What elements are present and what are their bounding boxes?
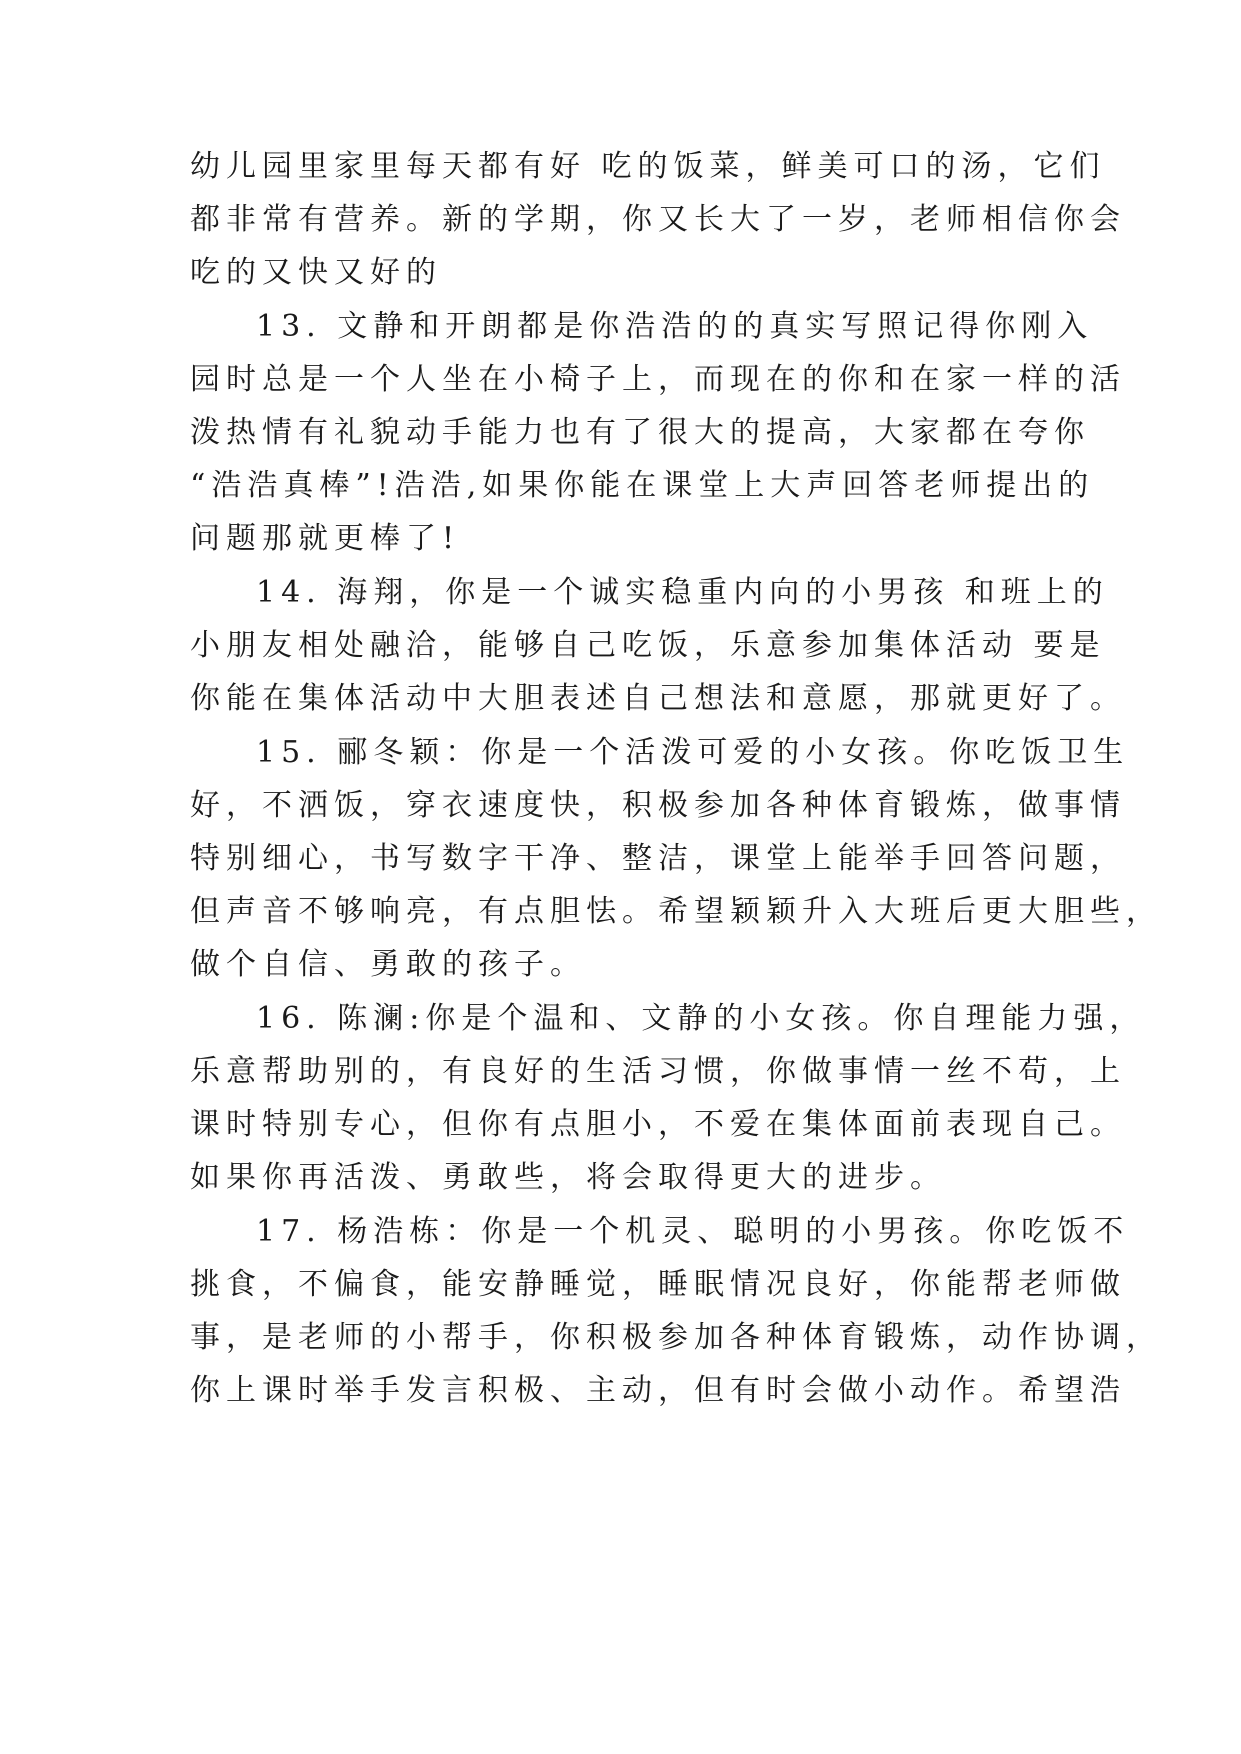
text-line: 泼热情有礼貌动手能力也有了很大的提高，大家都在夸你 xyxy=(190,415,1090,450)
list-item-14-start: 14. 海翔，你是一个诚实稳重内向的小男孩 和班上的 xyxy=(256,575,1109,610)
text-line: 吃的又快又好的 xyxy=(190,255,442,290)
text-line: 事，是老师的小帮手，你积极参加各种体育锻炼，动作协调， xyxy=(190,1320,1162,1355)
text-line: 但声音不够响亮，有点胆怯。希望颖颖升入大班后更大胆些， xyxy=(190,894,1162,929)
list-item-17-start: 17. 杨浩栋：你是一个机灵、聪明的小男孩。你吃饭不 xyxy=(256,1214,1130,1249)
text-line: 都非常有营养。新的学期，你又长大了一岁，老师相信你会 xyxy=(190,202,1126,237)
text-line: 你能在集体活动中大胆表述自己想法和意愿，那就更好了。 xyxy=(190,681,1126,716)
text-line: 园时总是一个人坐在小椅子上，而现在的你和在家一样的活 xyxy=(190,362,1126,397)
text-line: 做个自信、勇敢的孩子。 xyxy=(190,947,586,982)
text-line: 幼儿园里家里每天都有好 吃的饭菜，鲜美可口的汤，它们 xyxy=(190,149,1106,184)
list-item-15-start: 15. 郦冬颖：你是一个活泼可爱的小女孩。你吃饭卫生 xyxy=(256,735,1130,770)
text-line: 小朋友相处融洽，能够自己吃饭，乐意参加集体活动 要是 xyxy=(190,628,1106,663)
text-line: 你上课时举手发言积极、主动，但有时会做小动作。希望浩 xyxy=(190,1373,1126,1408)
text-line: 好，不洒饭，穿衣速度快，积极参加各种体育锻炼，做事情 xyxy=(190,788,1126,823)
list-item-13-start: 13. 文静和开朗都是你浩浩的的真实写照记得你刚入 xyxy=(256,309,1094,344)
text-line: 如果你再活泼、勇敢些，将会取得更大的进步。 xyxy=(190,1160,946,1195)
text-line: 乐意帮助别的，有良好的生活习惯，你做事情一丝不苟，上 xyxy=(190,1054,1126,1089)
text-line: 问题那就更棒了! xyxy=(190,521,461,556)
list-item-16-start: 16. 陈澜:你是个温和、文静的小女孩。你自理能力强， xyxy=(256,1001,1146,1036)
text-line: 课时特别专心，但你有点胆小，不爱在集体面前表现自己。 xyxy=(190,1107,1126,1142)
text-line: “浩浩真棒”!浩浩,如果你能在课堂上大声回答老师提出的 xyxy=(190,468,1095,503)
text-line: 特别细心，书写数字干净、整洁，课堂上能举手回答问题， xyxy=(190,841,1126,876)
text-line: 挑食，不偏食，能安静睡觉，睡眠情况良好，你能帮老师做 xyxy=(190,1267,1126,1302)
